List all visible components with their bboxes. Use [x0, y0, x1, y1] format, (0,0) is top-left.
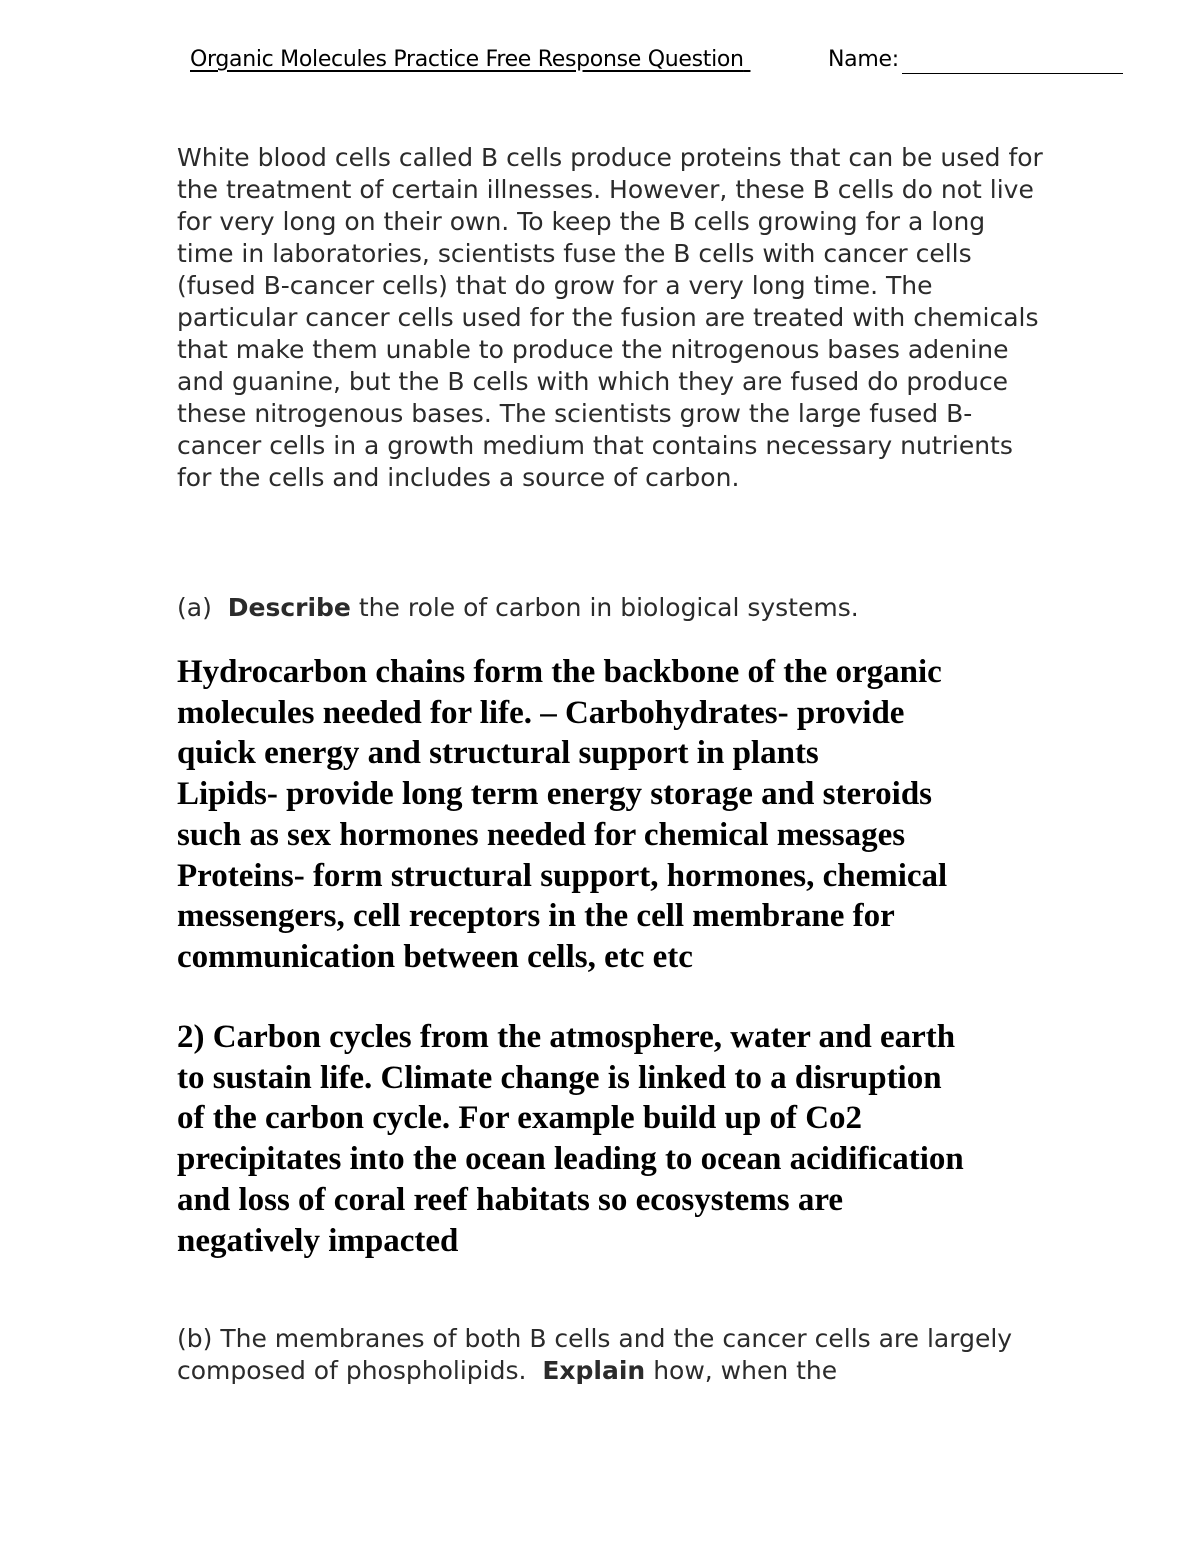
- question-a-verb: Describe: [227, 593, 351, 622]
- document-title: Organic Molecules Practice Free Response Question: [190, 47, 744, 72]
- question-a-prefix: (a): [177, 593, 212, 622]
- answer-line: to sustain life. Climate change is linked to a disruption: [177, 1059, 942, 1096]
- answer-line: Proteins- form structural support, hormones, chemical: [177, 857, 948, 894]
- answer-line: and loss of coral reef habitats so ecosystems are: [177, 1181, 844, 1218]
- intro-paragraph: White blood cells called B cells produce proteins that can be used for the treatment of certain illnesses. However, these B cells do not live for very long on their own. To keep the B cells growing for a long time in laboratories, scientists fuse the B cells with cancer cells (fused B-cancer cells) that do grow for a very long time. The particular cancer cells used for the fusion are treated with chemicals that make them unable to produce the nitrogenous bases adenine and guanine, but the B cells with which they are fused do produce these nitrogenous bases. The scientists grow the large fused B-cancer cells in a growth medium that contains necessary nutrients for the cells and includes a source of carbon.: [177, 143, 1043, 492]
- answer-1: [177, 652, 1057, 978]
- answer-line: such as sex hormones needed for chemical messages: [177, 816, 906, 853]
- answer-2: [177, 1017, 1057, 1261]
- name-blank-line: [902, 73, 1123, 74]
- name-label: Name:: [828, 47, 899, 72]
- question-a-text: the role of carbon in biological systems.: [358, 593, 859, 622]
- page-header: [190, 44, 1130, 78]
- answer-line: Hydrocarbon chains form the backbone of the organic: [177, 654, 942, 690]
- question-b-verb: Explain: [542, 1356, 646, 1385]
- question-b-text: (b) The membranes of both B cells and the cancer cells are largely composed of phospholipids.: [177, 1324, 1013, 1385]
- question-a: [177, 592, 1047, 624]
- answer-line: quick energy and structural support in plants: [177, 735, 819, 772]
- question-b-text-after: how, when the: [653, 1356, 838, 1385]
- answer-line: precipitates into the ocean leading to ocean acidification: [177, 1141, 964, 1178]
- answer-line: 2) Carbon cycles from the atmosphere, water and earth: [177, 1019, 956, 1055]
- answer-line: communication between cells, etc etc: [177, 938, 693, 975]
- answer-line: negatively impacted: [177, 1222, 459, 1259]
- answer-line: messengers, cell receptors in the cell membrane for: [177, 898, 895, 935]
- answer-line: of the carbon cycle. For example build up of Co2: [177, 1100, 863, 1137]
- answer-line: Lipids- provide long term energy storage and steroids: [177, 776, 933, 813]
- answer-line: molecules needed for life. – Carbohydrates- provide: [177, 694, 905, 731]
- question-b: [177, 1323, 1047, 1387]
